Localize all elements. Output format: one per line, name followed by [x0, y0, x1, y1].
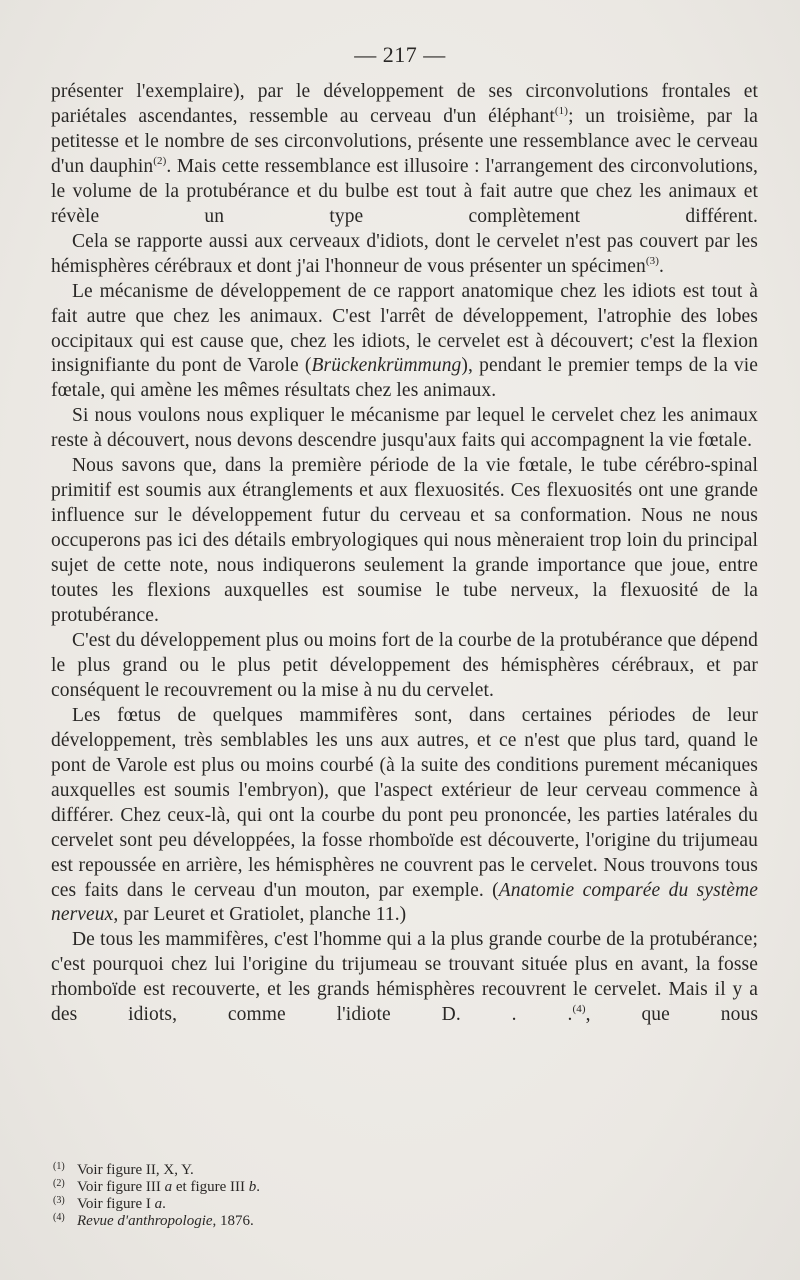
paragraph-text: De tous les mammifères, c'est l'homme qui a la plus grande courbe de la protubérance; c'est pourquoi chez lui l'origine du trijumeau se trouvant située plus en avant, la fosse rhomboïde est recouverte, et les grands hémisphères recouvrent le cervelet. Mais il y a des idiots, comme l'idiote D. . . [51, 929, 758, 1026]
paragraph-text: C'est du développement plus ou moins fort de la courbe de la protubérance que dépend le plus grand ou le plus petit développement des hémisphères cérébraux, et par conséquent le recouvrement ou la mise à nu du cervelet. [51, 629, 758, 701]
footnote-text: . [162, 1196, 166, 1212]
paragraph-text: . [659, 255, 665, 277]
footnote-text: et figure III [172, 1179, 249, 1195]
footnote-3: (3) Voir figure I a. [53, 1195, 166, 1212]
paragraph-text: . Mais cette ressemblance est illusoire : l'arrangement des circonvolutions, le volume de la protubérance et du bulbe est tout à fait autre que chez les animaux et révèle un type complètement différent. [51, 155, 758, 227]
footnote-italic: a [164, 1179, 173, 1195]
footnote-1: (1) Voir figure II, X, Y. [53, 1161, 194, 1178]
footnote-text: Voir figure I [77, 1196, 155, 1212]
paragraph-text: , par Leuret et Gratiolet, planche 11.) [113, 904, 407, 926]
paragraph-text: ; un troisième, par la petitesse et le nombre de ses circonvolutions, présente une ressemblance avec le cerveau d'un dauphin [51, 105, 758, 177]
body-text [51, 80, 758, 1028]
paragraph-text: Cela se rapporte aussi aux cerveaux d'idiots, dont le cervelet n'est pas couvert par les hémisphères cérébraux et dont j'ai l'honneur de vous présenter un spécimen [51, 230, 758, 277]
paragraph-7 [51, 704, 758, 929]
paragraph-text: Nous savons que, dans la première période de la vie fœtale, le tube cérébro-spinal primitif est soumis aux étranglements et aux flexuosités. Ces flexuosités ont une grande influence sur le développement futur du cerveau et sa conformation. Nous ne nous occuperons pas ici des détails embryologiques qui nous mèneraient trop loin du principal sujet de cette note, nous indiquerons seulement la grande importance que joue, entre toutes les flexions auxquelles est soumise le tube nerveux, la flexuosité de la protubérance. [51, 455, 758, 627]
footnote-ref-1: (1) [554, 104, 569, 117]
footnote-italic: a [154, 1196, 163, 1212]
footnote-4: (4) Revue d'anthropologie, 1876. [53, 1212, 254, 1229]
paragraph-8 [51, 928, 758, 1028]
footnote-ref-4: (4) [572, 1003, 586, 1016]
italic-title: Anatomie comparée du système nerveux [51, 879, 758, 926]
footnote-italic: Revue d'anthropologie [77, 1213, 213, 1229]
page-number: — 217 — [354, 42, 446, 67]
footnotes [53, 1162, 453, 1230]
italic-term: Brückenkrümmung [311, 355, 462, 377]
footnote-2: (2) Voir figure III a et figure III b. [53, 1178, 261, 1195]
footnote-text: Voir figure II, X, Y. [77, 1162, 194, 1178]
footnote-italic: b [248, 1179, 257, 1195]
paragraph-text: ), pendant le premier temps de la vie fœtale, qui amène les mêmes résultats chez les animaux. [51, 355, 758, 402]
paragraph-2 [51, 230, 758, 280]
paragraph-1 [51, 80, 758, 230]
paragraph-text: , que nous [585, 1004, 759, 1026]
paragraph-text: Les fœtus de quelques mammifères sont, dans certaines périodes de leur développement, très semblables les uns aux autres, et ce n'est que plus tard, quand le pont de Varole est plus ou moins courbé (à la suite des conditions purement mécaniques auxquelles est soumis l'embryon), que l'aspect extérieur de leur cerveau commence à différer. Chez ceux-là, qui ont la courbe du pont peu prononcée, les parties latérales du cervelet sont peu développées, la fosse rhomboïde est découverte, l'origine du trijumeau est repoussée en arrière, les hémisphères ne couvrent pas le cervelet. Nous trouvons tous ces faits dans le cerveau d'un mouton, par exemple. ( [51, 704, 758, 901]
paragraph-6 [51, 629, 758, 704]
footnote-text: Voir figure III [77, 1179, 165, 1195]
paragraph-text: Le mécanisme de développement de ce rapport anatomique chez les idiots est tout à fait autre que chez les animaux. C'est l'arrêt de développement, l'atrophie des lobes occipitaux qui est cause que, chez les idiots, le cervelet est à découvert; c'est la flexion insignifiante du pont de Varole ( [51, 280, 758, 377]
footnote-ref-2: (2) [153, 154, 167, 167]
footnote-text: , 1876. [212, 1213, 254, 1229]
paragraph-5 [51, 454, 758, 629]
paragraph-4 [51, 404, 758, 454]
footnote-ref-3: (3) [645, 254, 660, 267]
paragraph-text: présenter l'exemplaire), par le développement de ses circonvolutions frontales et pariétales ascendantes, ressemble au cerveau d'un éléphant [51, 81, 758, 127]
paragraph-text: Si nous voulons nous expliquer le mécanisme par lequel le cervelet chez les animaux reste à découvert, nous devons descendre jusqu'aux faits qui accompagnent la vie fœtale. [51, 405, 758, 452]
footnote-text: . [256, 1179, 261, 1195]
paragraph-3 [51, 280, 758, 405]
